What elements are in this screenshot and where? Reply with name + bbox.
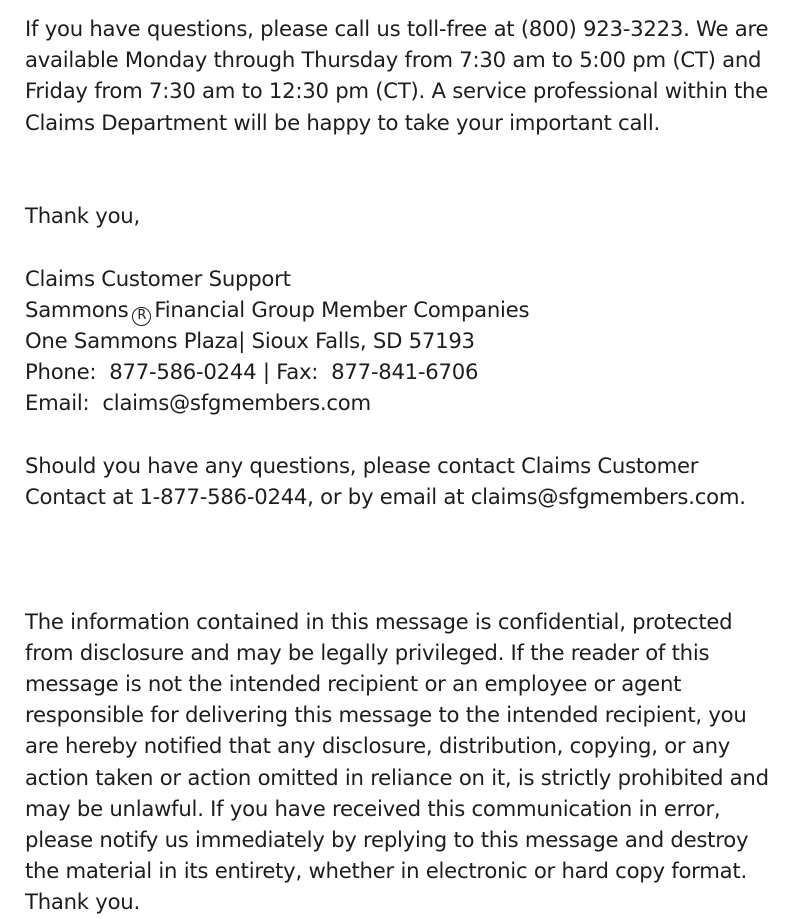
disclaimer-line: message is not the intended recipient or an employee or agent <box>25 670 682 696</box>
spacer <box>25 512 790 543</box>
intro-line: Friday from 7:30 am to 12:30 pm (CT). A service professional within the <box>25 78 769 104</box>
disclaimer-line: The information contained in this message is confidential, protected <box>25 608 733 634</box>
spacer <box>25 169 790 200</box>
intro-line: Claims Department will be happy to take your important call. <box>25 109 660 135</box>
contact-note-line: Should you have any questions, please contact Claims Customer <box>25 452 699 478</box>
intro-paragraph <box>25 13 790 138</box>
signature-team: Claims Customer Support <box>25 265 291 291</box>
disclaimer-line: Thank you. <box>25 889 140 915</box>
spacer <box>25 543 790 574</box>
signature-address: One Sammons Plaza| Sioux Falls, SD 57193 <box>25 327 475 353</box>
spacer <box>25 574 790 605</box>
spacer <box>25 231 790 262</box>
disclaimer-paragraph <box>25 606 790 918</box>
signature-phone-fax <box>25 356 790 387</box>
disclaimer-line: may be unlawful. If you have received this communication in error, <box>25 795 721 821</box>
email-body <box>25 13 790 917</box>
contact-note-paragraph <box>25 450 790 512</box>
company-suffix: Financial Group Member Companies <box>154 296 530 322</box>
disclaimer-line: action taken or action omitted in reliance on it, is strictly prohibited and <box>25 764 769 790</box>
phone-number[interactable]: 877-586-0244 <box>109 359 257 385</box>
contact-note-line: Contact at 1-877-586-0244, or by email at claims@sfgmembers.com. <box>25 483 746 509</box>
email-label: Email: <box>25 390 90 416</box>
disclaimer-line: from disclosure and may be legally privileged. If the reader of this <box>25 639 710 665</box>
fax-number[interactable]: 877-841-6706 <box>331 359 479 385</box>
closing-text: Thank you, <box>25 203 140 229</box>
spacer <box>25 418 790 449</box>
intro-line: If you have questions, please call us toll-free at (800) 923-3223. We are <box>25 16 769 41</box>
registered-mark-icon: R <box>132 307 151 326</box>
disclaimer-line: are hereby notified that any disclosure, distribution, copying, or any <box>25 733 731 759</box>
email-link[interactable]: claims@sfgmembers.com <box>102 390 371 416</box>
company-prefix: Sammons <box>25 296 129 322</box>
phone-label: Phone: <box>25 359 97 385</box>
disclaimer-line: the material in its entirety, whether in electronic or hard copy format. <box>25 858 747 884</box>
spacer <box>25 138 790 169</box>
signature-email <box>25 387 790 418</box>
signature-company <box>25 294 790 325</box>
phone-fax-separator: | <box>262 359 270 385</box>
disclaimer-line: responsible for delivering this message to the intended recipient, you <box>25 702 747 728</box>
disclaimer-line: please notify us immediately by replying to this message and destroy <box>25 826 749 852</box>
intro-line: available Monday through Thursday from 7:30 am to 5:00 pm (CT) and <box>25 47 762 73</box>
signature-block <box>25 263 790 419</box>
fax-label: Fax: <box>276 359 319 385</box>
